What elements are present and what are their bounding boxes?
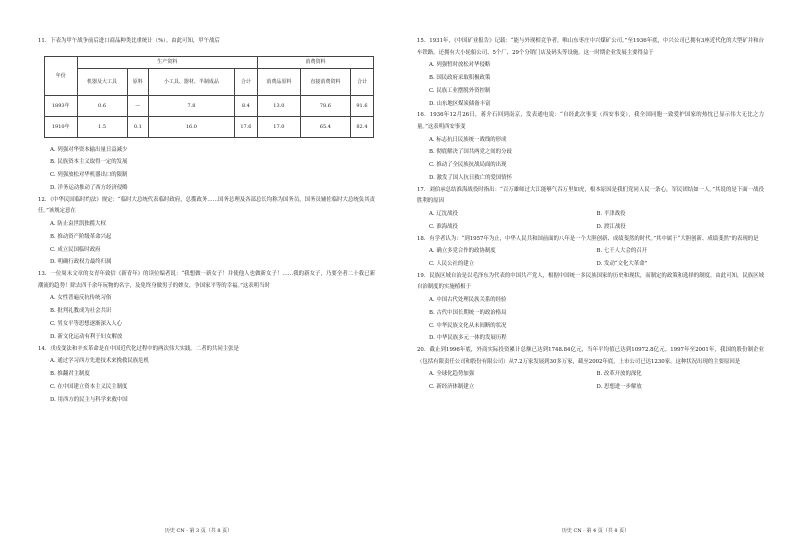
table-cell: 0.1	[127, 116, 148, 137]
option-c: C. 男女平等思想逐渐深入人心	[50, 320, 123, 327]
question-20	[417, 345, 764, 394]
question-stem: 19．民族区域自治是以毛泽东为代表的中国共产党人，根据中国统一多民族国家的历史和现状，而制定的政策和选择的制度。由此可知，民族区域自治制度的实施植根于	[417, 272, 764, 291]
option-b: B. 彻底解决了国共两党之间的分歧	[429, 149, 512, 156]
table-cell: 1910年	[45, 116, 78, 137]
table-cell: 17.6	[234, 116, 257, 137]
table-row	[45, 95, 374, 116]
option-c: C. 推动了全民族抗战局面的出现	[429, 162, 507, 169]
question-stem: 15．1931年，《中国矿业报告》记载：“能与外现相竞争者，唯山东枣庄中兴煤矿公司。”至1936年底，中兴公司已拥有3座近代化的大型矿井和台车铁路，还拥有大小轮船公司、5个厂、29个分销门店及码头等设施。这一时期企业发展主要得益于	[417, 38, 764, 56]
table-header-cell: 消费品原料	[257, 68, 300, 95]
question-stem: 20．截止到1996年底，外商实际投资累计总额已达到1748.84亿元，当年平均值已达到10972.8亿元。1997年至2001年，我国的股份制企业（包括有限责任公司和股份有限公司）从7.2万家发展到30多万家，截至2002年底，上市公司已达1230家。这种状况出现的主要原因是	[417, 347, 764, 365]
question-12	[38, 195, 375, 269]
option-d: D. 激发了国人抗日救亡的爱国情怀	[429, 174, 513, 181]
option-c: C. 中华民族文化从未间断的状况	[429, 322, 507, 329]
question-stem: 13．一位周末文章的女青年致信《新青年》的读位编者说：“我想做一新女子！并使他人也做新女子！……我的新女子，乃要全者二十我已新潮流的趋势！除去四千余年玩物的名字，及免终身做男子的婢女，争国家平等的幸福。”这表明当时	[38, 271, 375, 289]
option-a: A. 中国古代处理民族关系的经验	[429, 296, 507, 303]
option-c: C. 淮海战役	[429, 223, 458, 230]
option-c: C. 民族工业摆脱外资控制	[429, 87, 491, 94]
option-d: D. 中华民族多元一体的发展历程	[429, 335, 507, 342]
table-cell: —	[127, 95, 148, 116]
question-13	[38, 269, 375, 343]
table-header-cell: 小工具、器材、半制成品	[149, 68, 235, 95]
option-a: A. 全球化趋势加强	[429, 371, 475, 378]
table-cell: 82.4	[350, 116, 373, 137]
option-d: D. 明确行政权力最终归属	[50, 259, 112, 266]
option-c: C. 新经济体制建立	[429, 384, 475, 391]
option-d: D. 新文化运动有利于妇女解放	[50, 333, 123, 340]
table-cell: 65.4	[300, 116, 350, 137]
option-a: A. 通过学习西方先进技术来挽救民族危机	[50, 358, 149, 365]
options-grid	[417, 245, 764, 271]
table-header-cell: 合计	[234, 68, 257, 95]
option-d: D. 洋务运动推动了西方经济侵略	[50, 184, 128, 191]
option-c: C. 人民公社的建立	[429, 260, 475, 267]
option-a: A. 确立多党合作的政协制度	[429, 248, 496, 255]
import-statistics-table	[44, 56, 374, 138]
question-stem: 12．《中华民国临时约法》规定：“临时大总统代表临时政府，总揽政务……国务总理及各部总长均称为国务员，国务员辅佐临时大总统负其责任。”该规定意在	[38, 196, 375, 215]
table-group-header: 消费资料	[257, 56, 373, 68]
option-a: A. 女性普遍反抗传统习俗	[50, 295, 112, 302]
table-header-cell: 合计	[350, 68, 373, 95]
table-cell: 7.8	[149, 95, 235, 116]
option-d: D. 山东地区煤炭储备丰富	[429, 100, 491, 107]
table-cell: 8.4	[234, 95, 257, 116]
option-c: C. 成立民国临时政府	[50, 246, 101, 253]
question-stem: 17．刘伯承总结淮海战役时指出：“百万雄师过大江能够气吞万里如虎，根本原因是我们党同人民一条心，军民团结如一人。”其说的是下面一战役胜利的原因	[417, 186, 764, 205]
table-row	[45, 116, 374, 137]
option-c: C. 在中国建立资本主义民主制度	[50, 383, 128, 390]
question-stem: 16．1936年12月26日，蒋介石回到南京，发表通电说：“自经此次事变（西安事变），我全国同胞一致爱护国家的热忱已显示伟大无比之力量。”这表明西安事变	[417, 112, 764, 130]
question-16	[417, 110, 764, 184]
table-header-cell: 机器及大工具	[77, 68, 127, 95]
option-d: D. 思想进一步解放	[596, 384, 642, 391]
question-stem: 18．有学者认为：“到1957年为止，中华人民共和国前面的八年是一个大胆创新、成绩斐然的时代。”其中属于“大胆创新、成绩斐然”的表现的是	[417, 235, 759, 242]
table-cell: 1893年	[45, 95, 78, 116]
question-15	[417, 36, 764, 110]
question-11	[38, 36, 375, 195]
option-b: B. 民族资本主义取得一定的发展	[50, 159, 128, 166]
page-footer: 历史 CN · 第 4 页（共 8 页）	[561, 528, 630, 534]
table-cell: 17.0	[257, 116, 300, 137]
page-footer: 历史 CN · 第 3 页（共 8 页）	[164, 528, 233, 534]
option-c: C. 列强放松对华机器出口的限制	[50, 172, 128, 179]
option-d: D. 发动“文化大革命”	[596, 260, 648, 267]
options-grid	[417, 368, 764, 394]
table-header-cell: 直接消费资料	[300, 68, 350, 95]
question-stem: 11．下表为甲午战争前后进口商品种类比重统计（%）。由此可知，甲午战后	[38, 38, 220, 44]
option-b: B. 平津战役	[596, 210, 626, 217]
option-b: B. 推动资产阶级革命兴起	[50, 233, 112, 240]
option-b: B. 七千人大会的召开	[596, 248, 648, 255]
option-b: B. 批判礼教成为社会共识	[50, 308, 112, 315]
option-b: B. 古代中国长期统一的政治格局	[429, 309, 507, 316]
table-cell: 78.6	[300, 95, 350, 116]
table-cell: 1.5	[77, 116, 127, 137]
table-header-cell: 原料	[127, 68, 148, 95]
table-cell: 16.0	[149, 116, 235, 137]
question-14	[38, 344, 375, 407]
option-a: A. 列强暂时放松对华侵略	[429, 62, 491, 69]
table-cell: 13.0	[257, 95, 300, 116]
option-b: B. 改革开放的深化	[596, 371, 642, 378]
option-b: B. 国民政府采取积极政策	[429, 74, 491, 81]
option-d: D. 用西方的民主与科学来救中国	[50, 396, 128, 403]
right-page	[397, 0, 794, 544]
options-grid	[417, 208, 764, 234]
table-header-cell: 年份	[45, 56, 78, 95]
option-a: A. 防止袁世凯独揽大权	[50, 220, 106, 227]
option-a: A. 标志抗日民族统一战线的形成	[429, 136, 507, 143]
option-a: A. 列强对华资本输出量日益减少	[50, 146, 128, 153]
question-18	[417, 234, 764, 271]
option-d: D. 渡江战役	[596, 223, 626, 230]
question-19	[417, 271, 764, 345]
option-a: A. 辽沈战役	[429, 210, 458, 217]
question-17	[417, 185, 764, 234]
table-cell: 0.6	[77, 95, 127, 116]
question-stem: 14．戊戌变法和辛亥革命是在中国近代化过程中的两次伟大实践。二者的共同主张是	[38, 345, 239, 352]
option-b: B. 推翻君主制度	[50, 370, 90, 377]
table-cell: 91.6	[350, 95, 373, 116]
table-group-header: 生产资料	[77, 56, 257, 68]
